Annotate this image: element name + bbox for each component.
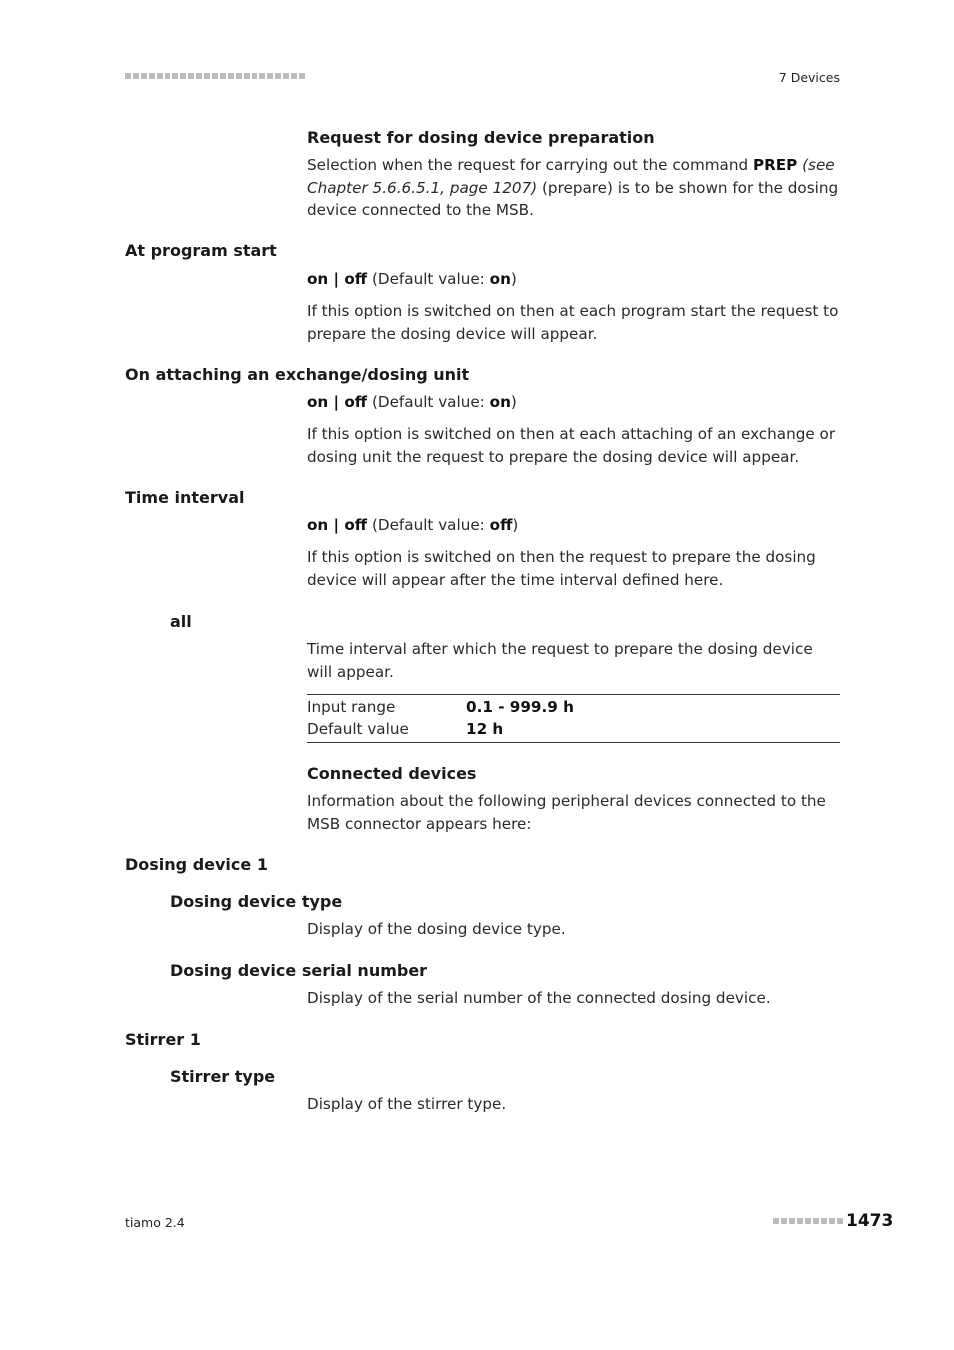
time-interval-heading: Time interval [125, 488, 245, 507]
program-start-heading: At program start [125, 241, 277, 260]
program-start-options [307, 268, 840, 291]
table-value: 12 h [466, 720, 504, 738]
stirrer-type-description: Display of the stirrer type. [307, 1095, 507, 1113]
connected-devices-heading: Connected devices [307, 764, 477, 783]
parameter-table [307, 694, 840, 743]
header-decoration [125, 71, 307, 81]
opt-sep: | [328, 393, 345, 411]
opt-off: off [344, 393, 368, 411]
footer-decoration [773, 1216, 845, 1226]
default-prefix: (Default value: [367, 270, 490, 288]
table-key: Input range [307, 698, 396, 716]
stirrer-heading: Stirrer 1 [125, 1030, 201, 1049]
chapter-label: 7 Devices [778, 70, 840, 85]
request-description [307, 154, 840, 222]
dosing-device-heading: Dosing device 1 [125, 855, 268, 874]
opt-sep: | [328, 516, 345, 534]
dosing-serial-heading: Dosing device serial number [170, 961, 428, 980]
time-interval-options [307, 514, 840, 537]
chapter-reference: (see Chapter 5.6.6.5.1, page 1207) [307, 156, 835, 197]
connected-devices-description: Information about the following peripheral devices connected to the MSB connector appears here: [307, 792, 826, 833]
dosing-serial-description: Display of the serial number of the connected dosing device. [307, 989, 771, 1007]
attaching-heading: On attaching an exchange/dosing unit [125, 365, 470, 384]
opt-on: on [307, 270, 329, 288]
opt-sep: | [328, 270, 345, 288]
default-prefix: (Default value: [367, 393, 490, 411]
default-suffix: ) [510, 393, 517, 411]
table-key: Default value [307, 720, 409, 738]
default-value: off [489, 516, 513, 534]
table-value: 0.1 - 999.9 h [466, 698, 574, 716]
default-value: on [489, 393, 511, 411]
all-heading: all [170, 612, 192, 631]
opt-off: off [344, 270, 368, 288]
dosing-device-type-heading: Dosing device type [170, 892, 343, 911]
page-number: 1473 [846, 1211, 894, 1231]
footer-product: tiamo 2.4 [125, 1215, 185, 1230]
stirrer-type-heading: Stirrer type [170, 1067, 276, 1086]
default-prefix: (Default value: [367, 516, 490, 534]
request-desc-text-end: (prepare) is to be shown for the dosing device connected to the MSB. [307, 178, 839, 219]
opt-on: on [307, 516, 329, 534]
table-row [307, 696, 840, 718]
opt-off: off [344, 516, 368, 534]
opt-on: on [307, 393, 329, 411]
prep-command: PREP [752, 156, 798, 174]
request-desc-text: Selection when the request for carrying out the command [307, 156, 753, 174]
dosing-device-type-description: Display of the dosing device type. [307, 920, 566, 938]
attaching-description: If this option is switched on then at each attaching of an exchange or dosing unit the request to prepare the dosing device will appear. [307, 425, 836, 466]
time-interval-description: If this option is switched on then the request to prepare the dosing device will appear after the time interval defined here. [307, 548, 816, 589]
attaching-options [307, 391, 840, 414]
default-suffix: ) [512, 516, 519, 534]
default-suffix: ) [510, 270, 517, 288]
default-value: on [489, 270, 511, 288]
all-description: Time interval after which the request to prepare the dosing device will appear. [307, 640, 813, 681]
request-heading: Request for dosing device preparation [307, 128, 655, 147]
table-row [307, 718, 840, 740]
program-start-description: If this option is switched on then at each program start the request to prepare the dosing device will appear. [307, 302, 839, 343]
